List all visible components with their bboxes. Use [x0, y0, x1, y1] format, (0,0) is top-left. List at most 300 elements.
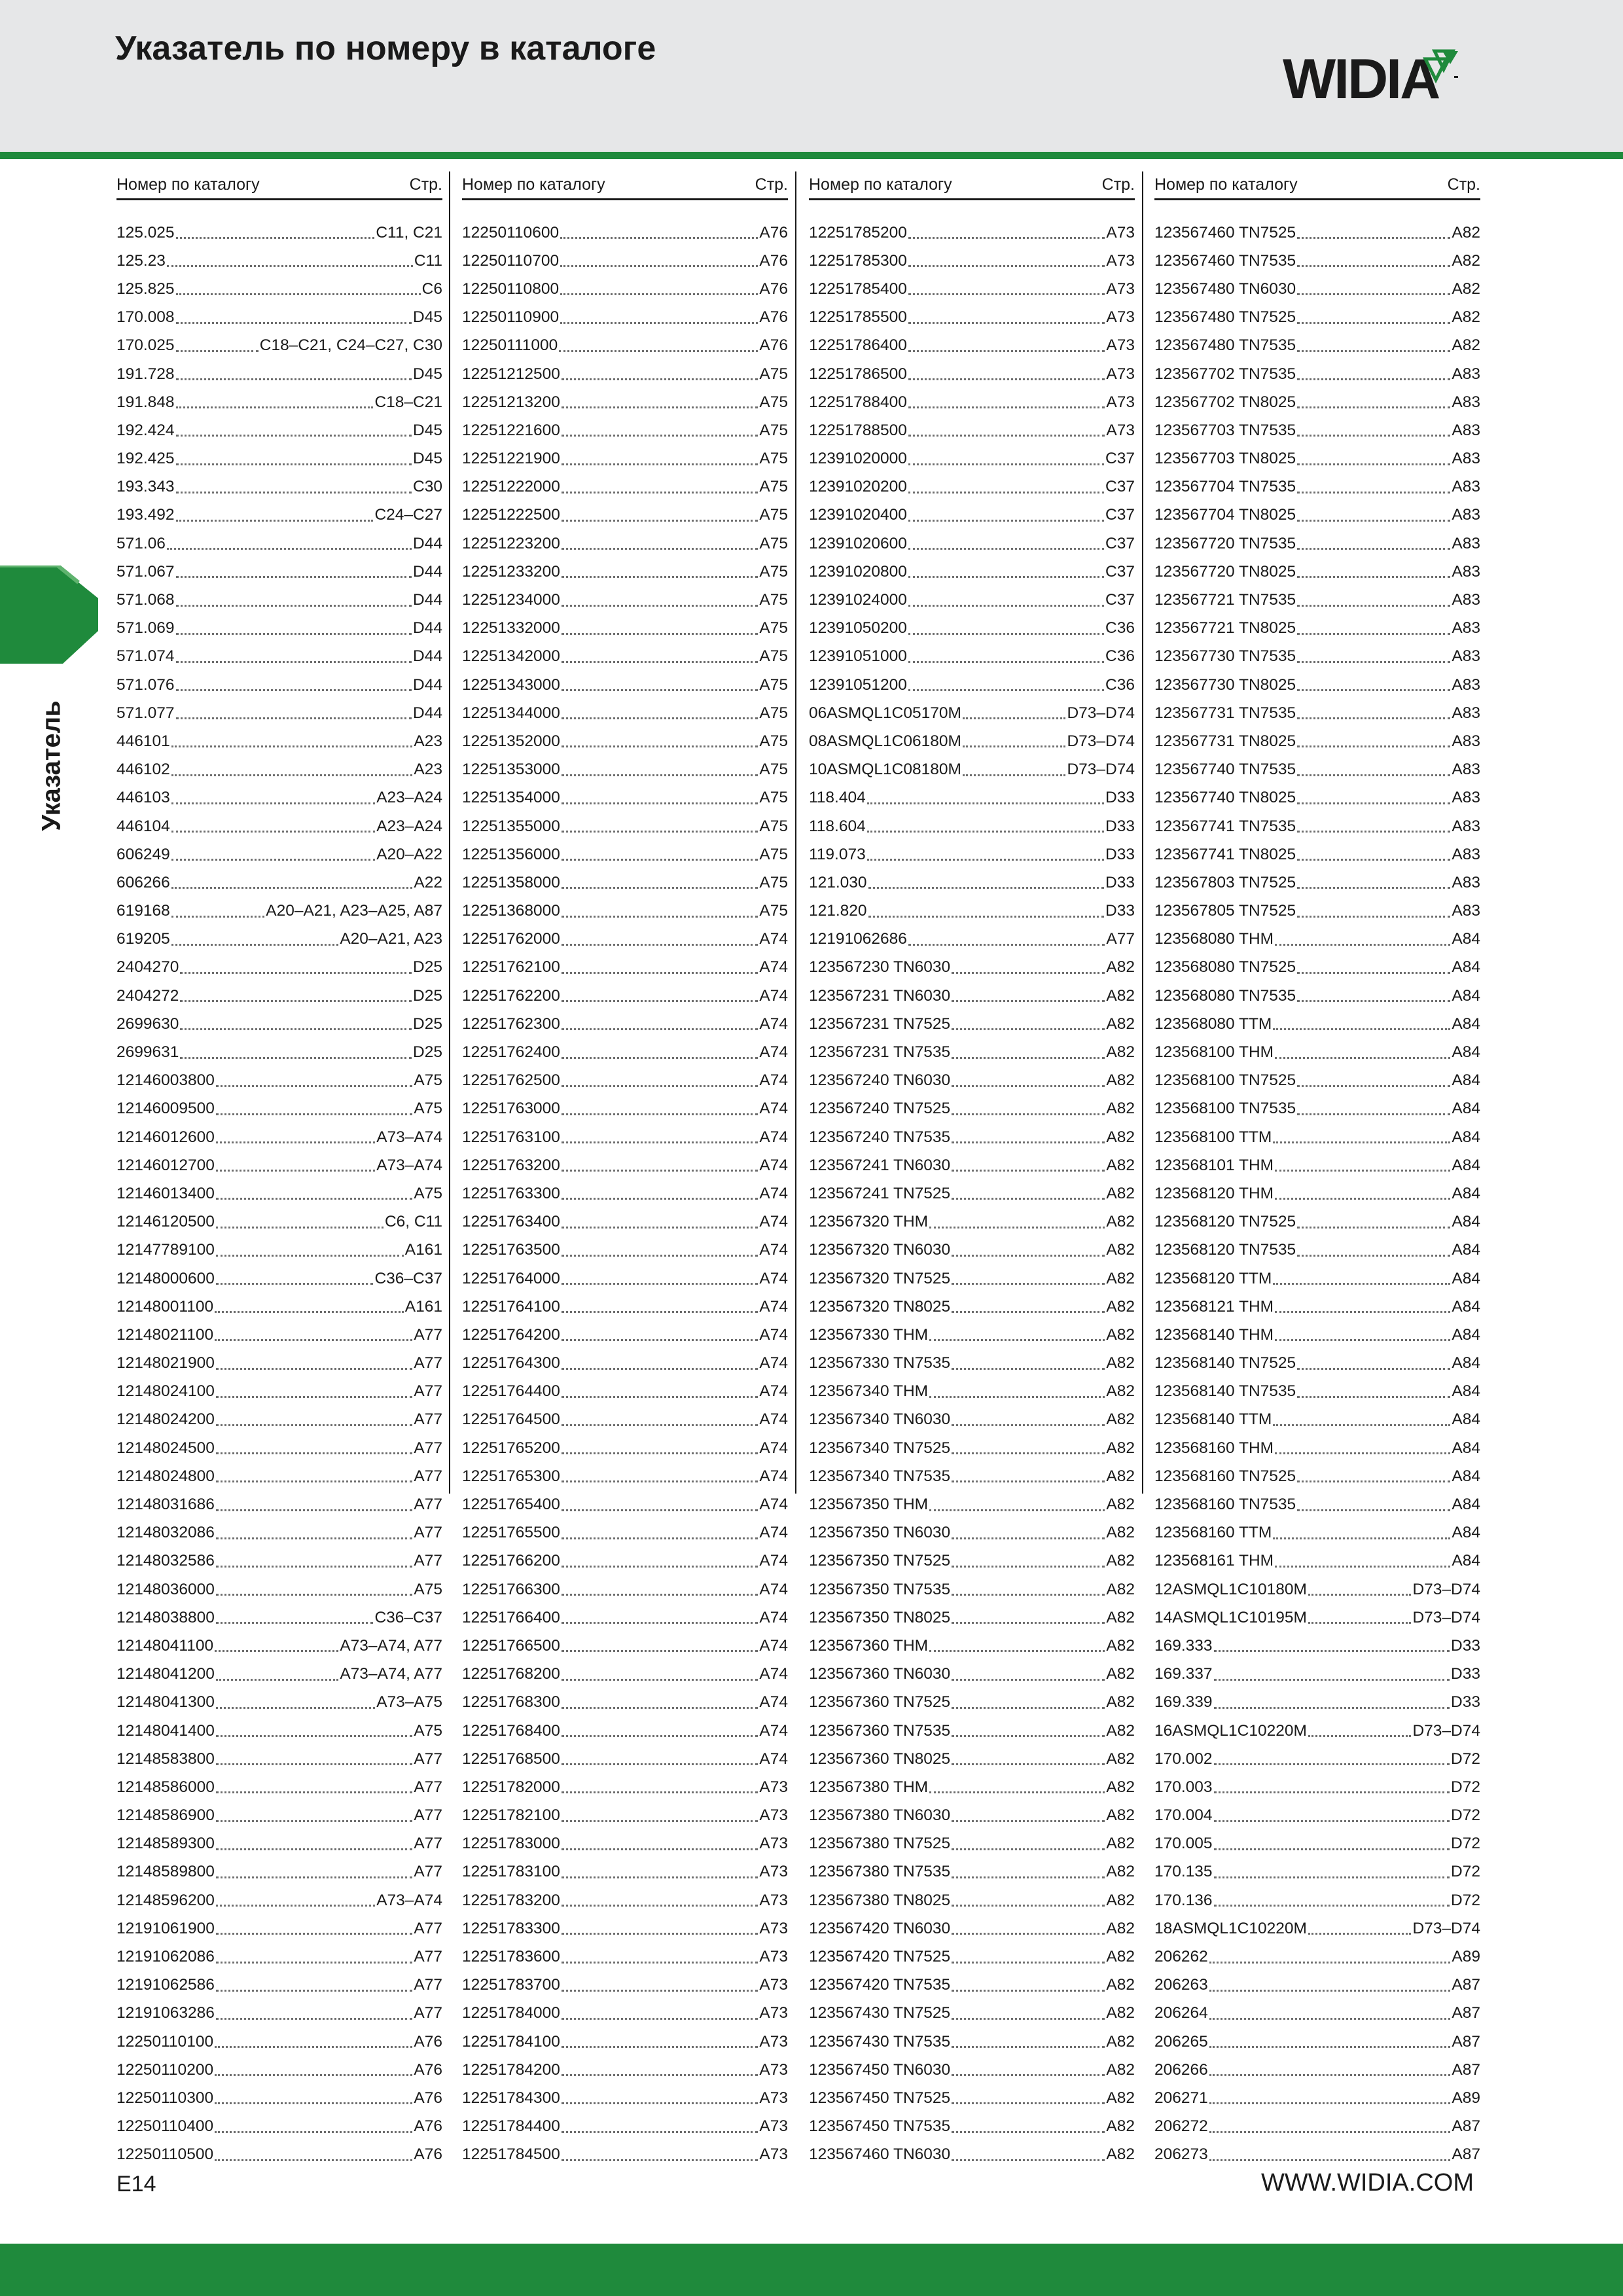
dot-leader: [1297, 605, 1450, 607]
index-row: [1154, 954, 1480, 982]
catalog-number: 12250110600: [462, 223, 560, 242]
dot-leader: [952, 2131, 1105, 2133]
index-row: [462, 247, 788, 275]
catalog-number: 206263: [1154, 1976, 1208, 1994]
catalog-number: 12251784100: [462, 2032, 560, 2051]
catalog-number: 12250110400: [116, 2117, 214, 2136]
index-row: [1154, 1434, 1480, 1462]
index-row: [809, 982, 1135, 1010]
index-row: [1154, 2141, 1480, 2169]
index-row: [1154, 699, 1480, 727]
catalog-number: 125.825: [116, 279, 175, 298]
column-divider: [1142, 171, 1143, 1494]
catalog-number: 123567340 THM: [809, 1382, 929, 1401]
catalog-number: 123567330 THM: [809, 1325, 929, 1344]
catalog-number: 12251783100: [462, 1863, 560, 1881]
index-row: [809, 1123, 1135, 1151]
dot-leader: [216, 1566, 413, 1568]
page-title: Указатель по номеру в каталоге: [115, 29, 656, 67]
index-row: [116, 1689, 442, 1717]
catalog-number: 12191061900: [116, 1919, 215, 1937]
page-reference: A83: [1452, 675, 1480, 694]
catalog-number: 123567420 TN6030: [809, 1919, 951, 1937]
index-row: [809, 1604, 1135, 1632]
catalog-number: 123567241 TN6030: [809, 1156, 951, 1174]
index-row: [116, 473, 442, 501]
dot-leader: [176, 463, 412, 465]
catalog-number: 123568121 THM: [1154, 1297, 1274, 1316]
catalog-number: 123568120 TTM: [1154, 1269, 1272, 1287]
page-reference: A82: [1106, 1693, 1135, 1712]
page-heading: Стр.: [1447, 175, 1480, 194]
catalog-number: 12251764000: [462, 1269, 560, 1287]
dot-leader: [562, 463, 758, 465]
catalog-number: 12251785500: [809, 308, 907, 327]
index-row: [116, 1010, 442, 1038]
page-reference: C24–C27: [374, 506, 442, 524]
catalog-number: 12251762500: [462, 1071, 560, 1090]
catalog-number: 123567720 TN8025: [1154, 562, 1296, 581]
dot-leader: [216, 1679, 338, 1681]
dot-leader: [952, 1820, 1105, 1822]
dot-leader: [216, 1962, 413, 1964]
dot-leader: [908, 265, 1105, 267]
index-row: [809, 897, 1135, 925]
index-row: [1154, 1350, 1480, 1378]
dot-leader: [180, 1057, 412, 1059]
catalog-number: 123567460 TN7525: [1154, 223, 1296, 242]
page-reference: A73–A75: [376, 1693, 442, 1712]
index-row: [462, 501, 788, 529]
page-reference: A82: [1106, 1721, 1135, 1740]
index-row: [462, 332, 788, 360]
catalog-number: 123567340 TN7525: [809, 1439, 951, 1457]
catalog-number: 12148032586: [116, 1552, 215, 1570]
page-reference: A84: [1452, 1410, 1480, 1429]
catalog-number: 12251782100: [462, 1806, 560, 1825]
dot-leader: [908, 548, 1104, 550]
page-reference: C18–C21: [374, 393, 442, 411]
index-row: [809, 727, 1135, 755]
page-reference: A77: [414, 1496, 442, 1514]
catalog-number: 12146009500: [116, 1100, 215, 1118]
dot-leader: [216, 1170, 375, 1172]
catalog-number: 12251782000: [462, 1778, 560, 1796]
catalog-number: 12251766400: [462, 1608, 560, 1626]
index-row: [462, 360, 788, 388]
page-reference: C36: [1105, 619, 1135, 637]
page-reference: A75: [759, 845, 788, 863]
dot-leader: [929, 1509, 1105, 1511]
page-reference: A76: [414, 2089, 442, 2107]
catalog-number: 123567350 THM: [809, 1496, 929, 1514]
index-row: [809, 2113, 1135, 2141]
catalog-number: 12148024500: [116, 1439, 215, 1457]
dot-leader: [176, 435, 412, 437]
catalog-number: 170.003: [1154, 1778, 1213, 1796]
index-row: [809, 1378, 1135, 1406]
catalog-number: 2699631: [116, 1043, 179, 1062]
catalog-number: 12251368000: [462, 902, 560, 920]
index-row: [809, 1914, 1135, 1943]
page-reference: A89: [1452, 2089, 1480, 2107]
dot-leader: [1275, 1311, 1450, 1313]
catalog-number: 12251768400: [462, 1721, 560, 1740]
catalog-number: 123567340 TN7535: [809, 1467, 951, 1485]
index-row: [809, 2141, 1135, 2169]
dot-leader: [562, 406, 758, 408]
page-reference: A74: [759, 930, 788, 948]
page-reference: D45: [413, 450, 442, 468]
dot-leader: [908, 689, 1104, 691]
page-reference: A82: [1106, 1100, 1135, 1118]
page-reference: A82: [1106, 1410, 1135, 1429]
dot-leader: [562, 633, 758, 635]
catalog-number: 571.077: [116, 704, 175, 722]
index-row: [1154, 1519, 1480, 1547]
dot-leader: [216, 1452, 413, 1454]
index-row: [809, 869, 1135, 897]
section-label-text: Указатель: [37, 700, 66, 831]
index-row: [809, 954, 1135, 982]
page-reference: A83: [1452, 619, 1480, 637]
page-reference: A75: [759, 365, 788, 383]
index-row: [1154, 2000, 1480, 2028]
dot-leader: [562, 1509, 758, 1511]
index-row: [809, 1689, 1135, 1717]
dot-leader: [1275, 1170, 1450, 1172]
catalog-number: 12251783200: [462, 1891, 560, 1909]
page-reference: A77: [414, 1778, 442, 1796]
catalog-number: 2404272: [116, 986, 179, 1005]
dot-leader: [963, 774, 1066, 776]
website-link[interactable]: WWW.WIDIA.COM: [1260, 2169, 1474, 2197]
page-reference: A82: [1106, 1976, 1135, 1994]
index-row: [1154, 1858, 1480, 1886]
dot-leader: [1308, 1594, 1412, 1596]
catalog-number: 12251213200: [462, 393, 560, 411]
catalog-number: 12ASMQL1C10180M: [1154, 1580, 1307, 1598]
page-reference: A76: [759, 308, 788, 327]
index-row: [809, 1632, 1135, 1660]
page-reference: A84: [1452, 1524, 1480, 1542]
page-reference: A82: [1106, 1382, 1135, 1401]
page-reference: A74: [759, 1128, 788, 1146]
catalog-number: 123567420 TN7535: [809, 1976, 951, 1994]
page-reference: A74: [759, 1156, 788, 1174]
catalog-number: 12251763400: [462, 1213, 560, 1231]
index-row: [462, 586, 788, 614]
index-row: [116, 2000, 442, 2028]
dot-leader: [1297, 1509, 1450, 1511]
catalog-number: 12251222500: [462, 506, 560, 524]
page-reference: A77: [414, 1382, 442, 1401]
index-row: [116, 1886, 442, 1914]
catalog-number: 2699630: [116, 1014, 179, 1033]
dot-leader: [908, 605, 1104, 607]
catalog-number: 446104: [116, 817, 170, 835]
index-row: [462, 756, 788, 784]
index-row: [116, 1914, 442, 1943]
catalog-number: 170.135: [1154, 1863, 1213, 1881]
catalog-number: 16ASMQL1C10220M: [1154, 1721, 1307, 1740]
index-row: [116, 586, 442, 614]
catalog-number: 12391020400: [809, 506, 907, 524]
catalog-number: 12148021900: [116, 1354, 215, 1372]
catalog-number: 123567330 TN7535: [809, 1354, 951, 1372]
page-reference: A77: [414, 1835, 442, 1853]
page-reference: A84: [1452, 1071, 1480, 1090]
index-row: [1154, 304, 1480, 332]
dot-leader: [1214, 1679, 1450, 1681]
index-row: [462, 1151, 788, 1179]
index-row: [462, 1971, 788, 2000]
page-reference: A75: [759, 478, 788, 496]
page-reference: D73–D74: [1412, 1721, 1480, 1740]
dot-leader: [562, 1170, 758, 1172]
dot-leader: [562, 1227, 758, 1229]
catalog-number: 123567320 THM: [809, 1213, 929, 1231]
dot-leader: [908, 944, 1105, 946]
dot-leader: [1275, 1057, 1450, 1059]
header-accent-line: [0, 152, 1623, 159]
dot-leader: [1297, 916, 1450, 918]
index-row: [116, 643, 442, 671]
page-reference: A74: [759, 1552, 788, 1570]
dot-leader: [562, 1396, 758, 1398]
dot-leader: [180, 1028, 412, 1030]
index-row: [462, 1123, 788, 1151]
dot-leader: [952, 1594, 1105, 1596]
catalog-number: 123567430 TN7535: [809, 2032, 951, 2051]
dot-leader: [167, 265, 413, 267]
index-row: [116, 1830, 442, 1858]
page-reference: A82: [1106, 2089, 1135, 2107]
column-header: [116, 171, 442, 200]
dot-leader: [1214, 1707, 1450, 1709]
dot-leader: [216, 1424, 413, 1426]
catalog-number: 170.004: [1154, 1806, 1213, 1825]
index-row: [809, 643, 1135, 671]
index-row: [116, 1151, 442, 1179]
page-reference: A77: [414, 1948, 442, 1966]
index-row: [116, 1604, 442, 1632]
page-reference: A82: [1106, 1043, 1135, 1062]
dot-leader: [215, 1339, 412, 1341]
catalog-number: 12250111000: [462, 336, 558, 355]
index-row: [116, 501, 442, 529]
catalog-number: 12391050200: [809, 619, 907, 637]
page-reference: A76: [759, 223, 788, 242]
index-row: [809, 1717, 1135, 1745]
page-reference: A75: [759, 534, 788, 552]
page-reference: A82: [1106, 1552, 1135, 1570]
page-reference: D25: [413, 1014, 442, 1033]
catalog-number: 571.074: [116, 647, 175, 666]
catalog-number: 123567230 TN6030: [809, 958, 951, 977]
page-reference: A75: [759, 704, 788, 722]
catalog-number: 123567320 TN6030: [809, 1241, 951, 1259]
catalog-number: 123568080 TN7535: [1154, 986, 1296, 1005]
dot-leader: [952, 1905, 1105, 1907]
page-reference: A73: [1106, 279, 1135, 298]
catalog-number: 123567240 TN7525: [809, 1100, 951, 1118]
dot-leader: [1209, 2074, 1451, 2076]
index-row: [809, 1179, 1135, 1208]
catalog-number: 12251342000: [462, 647, 560, 666]
index-row: [1154, 1632, 1480, 1660]
catalog-number: 12251762100: [462, 958, 560, 977]
catalog-number: 446102: [116, 761, 170, 779]
page-reference: A82: [1106, 1354, 1135, 1372]
page-reference: A83: [1452, 421, 1480, 439]
catalog-number: 12251344000: [462, 704, 560, 722]
catalog-number: 118.404: [809, 789, 866, 807]
page-reference: A82: [1106, 1297, 1135, 1316]
page-reference: A77: [414, 1552, 442, 1570]
dot-leader: [562, 1000, 758, 1002]
page-reference: D33: [1105, 902, 1135, 920]
dot-leader: [560, 265, 758, 267]
catalog-number: 12146012700: [116, 1156, 215, 1174]
index-row: [809, 558, 1135, 586]
index-row: [116, 1067, 442, 1095]
index-column-4: [1154, 171, 1480, 2169]
index-row: [116, 1095, 442, 1123]
index-row: [1154, 1208, 1480, 1236]
page-reference: A77: [1106, 930, 1135, 948]
index-row: [462, 1321, 788, 1349]
dot-leader: [562, 916, 758, 918]
index-row: [809, 671, 1135, 699]
dot-leader: [952, 1368, 1105, 1370]
index-row: [116, 727, 442, 755]
dot-leader: [1214, 1763, 1450, 1765]
index-row: [116, 1293, 442, 1321]
dot-leader: [562, 492, 758, 493]
page-heading: Стр.: [1101, 175, 1135, 194]
catalog-number: 123568100 TN7535: [1154, 1100, 1296, 1118]
page-reference: A84: [1452, 958, 1480, 977]
page-reference: A84: [1452, 1439, 1480, 1457]
page-reference: A84: [1452, 1014, 1480, 1033]
page-reference: A82: [1106, 1128, 1135, 1146]
index-row: [809, 304, 1135, 332]
catalog-number: 123567731 TN8025: [1154, 732, 1296, 750]
dot-leader: [562, 378, 758, 380]
page-reference: A74: [759, 1524, 788, 1542]
column-header: [809, 171, 1135, 200]
page-reference: A76: [414, 2032, 442, 2051]
page-reference: A82: [1106, 958, 1135, 977]
catalog-number: 123567231 TN7535: [809, 1043, 951, 1062]
dot-leader: [562, 1622, 758, 1624]
page-reference: A82: [1106, 1948, 1135, 1966]
index-row: [462, 1067, 788, 1095]
index-row: [116, 2028, 442, 2056]
page-reference: C6, C11: [384, 1213, 442, 1231]
catalog-number: 206272: [1154, 2117, 1208, 2136]
page-reference: A74: [759, 1184, 788, 1202]
dot-leader: [1297, 661, 1450, 663]
index-row: [809, 2056, 1135, 2084]
page-reference: A74: [759, 1410, 788, 1429]
catalog-number: 446103: [116, 789, 170, 807]
dot-leader: [929, 1791, 1105, 1793]
dot-leader: [562, 1962, 758, 1964]
page-reference: A73: [759, 1806, 788, 1825]
catalog-number: 123567420 TN7525: [809, 1948, 951, 1966]
dot-leader: [171, 916, 264, 918]
index-row: [462, 1038, 788, 1066]
page-reference: D73–D74: [1412, 1919, 1480, 1937]
page-reference: C18–C21, C24–C27, C30: [259, 336, 442, 355]
dot-leader: [562, 717, 758, 719]
catalog-number: 12391020600: [809, 534, 907, 552]
page-reference: D33: [1105, 873, 1135, 891]
page-reference: A84: [1452, 1297, 1480, 1316]
catalog-number: 123568140 TTM: [1154, 1410, 1272, 1429]
page-reference: A75: [414, 1721, 442, 1740]
dot-leader: [1297, 1368, 1450, 1370]
catalog-number: 12148000600: [116, 1269, 215, 1287]
catalog-number: 123567702 TN7535: [1154, 365, 1296, 383]
index-row: [116, 1490, 442, 1518]
dot-leader: [562, 1933, 758, 1935]
catalog-number: 123568140 TN7525: [1154, 1354, 1296, 1372]
index-row: [1154, 840, 1480, 869]
dot-leader: [1297, 774, 1450, 776]
page-reference: A84: [1452, 1100, 1480, 1118]
catalog-number: 12148041200: [116, 1665, 215, 1683]
index-row: [462, 615, 788, 643]
page-reference: A89: [1452, 1948, 1480, 1966]
dot-leader: [952, 1198, 1105, 1200]
catalog-number: 123567704 TN8025: [1154, 506, 1296, 524]
index-row: [116, 2056, 442, 2084]
index-row: [462, 2000, 788, 2028]
page-reference: A77: [414, 1439, 442, 1457]
index-row: [1154, 1321, 1480, 1349]
catalog-number: 12391051000: [809, 647, 907, 666]
index-row: [462, 1406, 788, 1434]
page-reference: A77: [414, 2004, 442, 2022]
dot-leader: [908, 435, 1105, 437]
dot-leader: [908, 406, 1105, 408]
index-row: [462, 1490, 788, 1518]
page-reference: A83: [1452, 450, 1480, 468]
dot-leader: [562, 1424, 758, 1426]
page-reference: C36: [1105, 675, 1135, 694]
logo-wordmark: WIDIA: [1283, 48, 1439, 111]
page-reference: A74: [759, 1213, 788, 1231]
catalog-number: 123567380 TN7525: [809, 1835, 951, 1853]
index-row: [462, 671, 788, 699]
catalog-number: 123567320 TN8025: [809, 1297, 951, 1316]
page-reference: A82: [1106, 1325, 1135, 1344]
index-row: [1154, 1773, 1480, 1801]
index-row: [809, 1095, 1135, 1123]
catalog-number: 12251212500: [462, 365, 560, 383]
dot-leader: [216, 1255, 404, 1257]
index-row: [116, 925, 442, 954]
page-reference: A84: [1452, 986, 1480, 1005]
page-reference: A73: [759, 2004, 788, 2022]
catalog-number: 12250110500: [116, 2145, 214, 2164]
dot-leader: [176, 661, 412, 663]
dot-leader: [176, 492, 412, 493]
index-row: [462, 954, 788, 982]
